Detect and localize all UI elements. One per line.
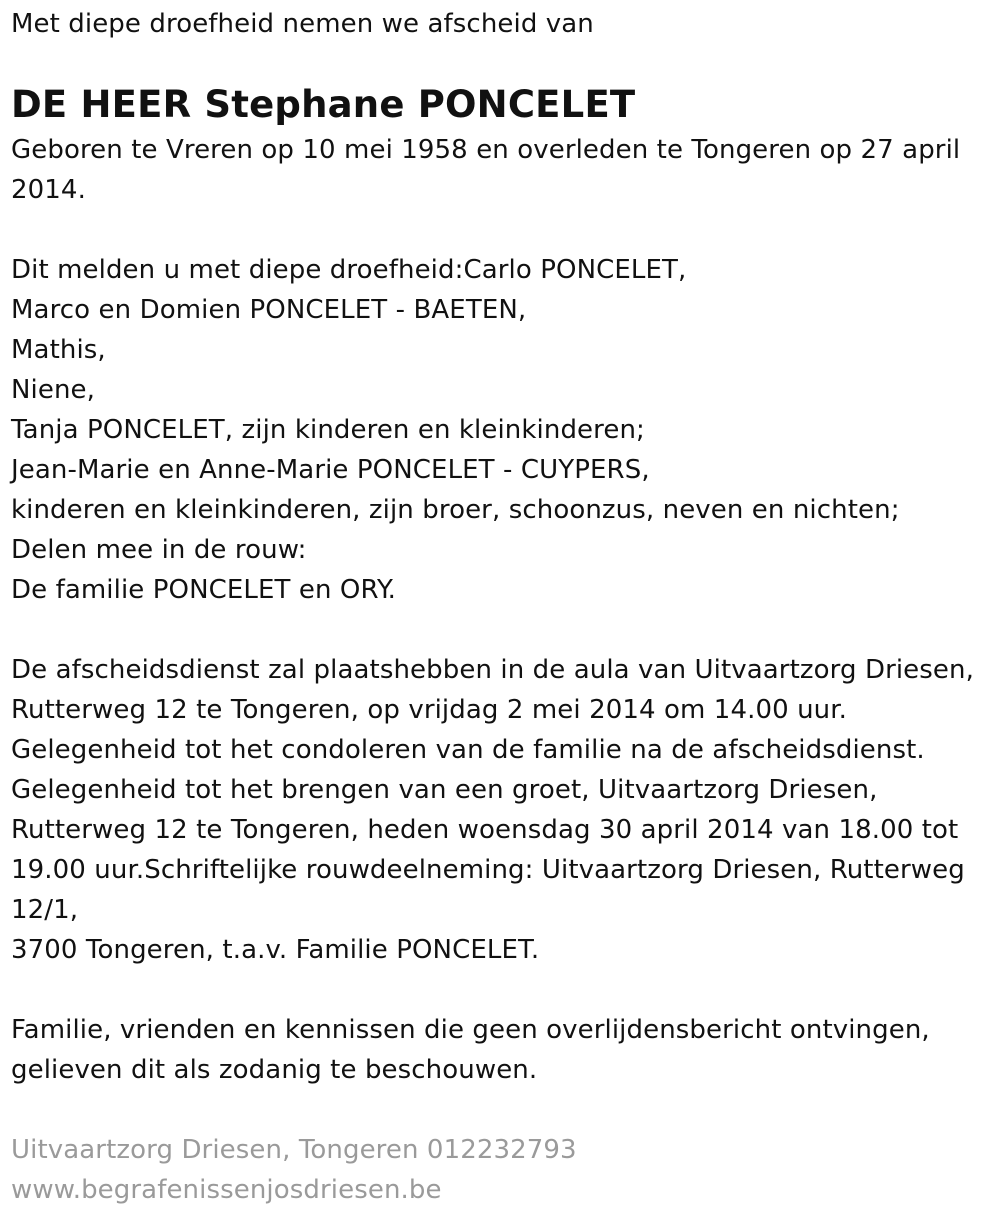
spacer [11, 210, 996, 250]
paragraph-line: Gelegenheid tot het brengen van een groet, Uitvaartzorg Driesen, [11, 775, 878, 805]
paragraph-line: Geboren te Vreren op 10 mei 1958 en overleden te Tongeren op 27 april [11, 135, 961, 165]
closing-note-paragraph [11, 1010, 996, 1090]
obituary-notice [11, 0, 996, 1210]
footer-website-link[interactable]: www.begrafenissenjosdriesen.be [11, 1175, 442, 1205]
paragraph-line: Rutterweg 12 te Tongeren, op vrijdag 2 mei 2014 om 14.00 uur. [11, 695, 848, 725]
service-details-paragraph [11, 650, 996, 970]
birth-death-paragraph [11, 130, 996, 210]
paragraph-line: Jean-Marie en Anne-Marie PONCELET - CUYPERS, [11, 455, 650, 485]
paragraph-line: Delen mee in de rouw: [11, 535, 307, 565]
paragraph-line: Niene, [11, 375, 96, 405]
paragraph-line: Dit melden u met diepe droefheid:Carlo PONCELET, [11, 255, 687, 285]
paragraph-line: 2014. [11, 175, 86, 205]
paragraph-line: Mathis, [11, 335, 106, 365]
paragraph-line: Familie, vrienden en kennissen die geen overlijdensbericht ontvingen, [11, 1015, 930, 1045]
footer [11, 1130, 996, 1210]
spacer [11, 1090, 996, 1130]
paragraph-line: gelieven dit als zodanig te beschouwen. [11, 1055, 538, 1085]
paragraph-line: 3700 Tongeren, t.a.v. Familie PONCELET. [11, 935, 540, 965]
paragraph-line: kinderen en kleinkinderen, zijn broer, schoonzus, neven en nichten; [11, 495, 900, 525]
family-announcement-paragraph [11, 250, 996, 610]
paragraph-line: De afscheidsdienst zal plaatshebben in de aula van Uitvaartzorg Driesen, [11, 655, 974, 685]
intro-text: Met diepe droefheid nemen we afscheid van [11, 9, 594, 39]
paragraph-line: Gelegenheid tot het condoleren van de familie na de afscheidsdienst. [11, 735, 925, 765]
paragraph-line: Marco en Domien PONCELET - BAETEN, [11, 295, 527, 325]
footer-company: Uitvaartzorg Driesen, Tongeren 012232793 [11, 1135, 577, 1165]
spacer [11, 610, 996, 650]
paragraph-line: 12/1, [11, 895, 79, 925]
deceased-name: DE HEER Stephane PONCELET [11, 83, 636, 126]
paragraph-line: Tanja PONCELET, zijn kinderen en kleinkinderen; [11, 415, 645, 445]
paragraph-line: De familie PONCELET en ORY. [11, 575, 397, 605]
spacer [11, 970, 996, 1010]
paragraph-line: Rutterweg 12 te Tongeren, heden woensdag 30 april 2014 van 18.00 tot [11, 815, 959, 845]
paragraph-line: 19.00 uur.Schriftelijke rouwdeelneming: Uitvaartzorg Driesen, Rutterweg [11, 855, 965, 885]
